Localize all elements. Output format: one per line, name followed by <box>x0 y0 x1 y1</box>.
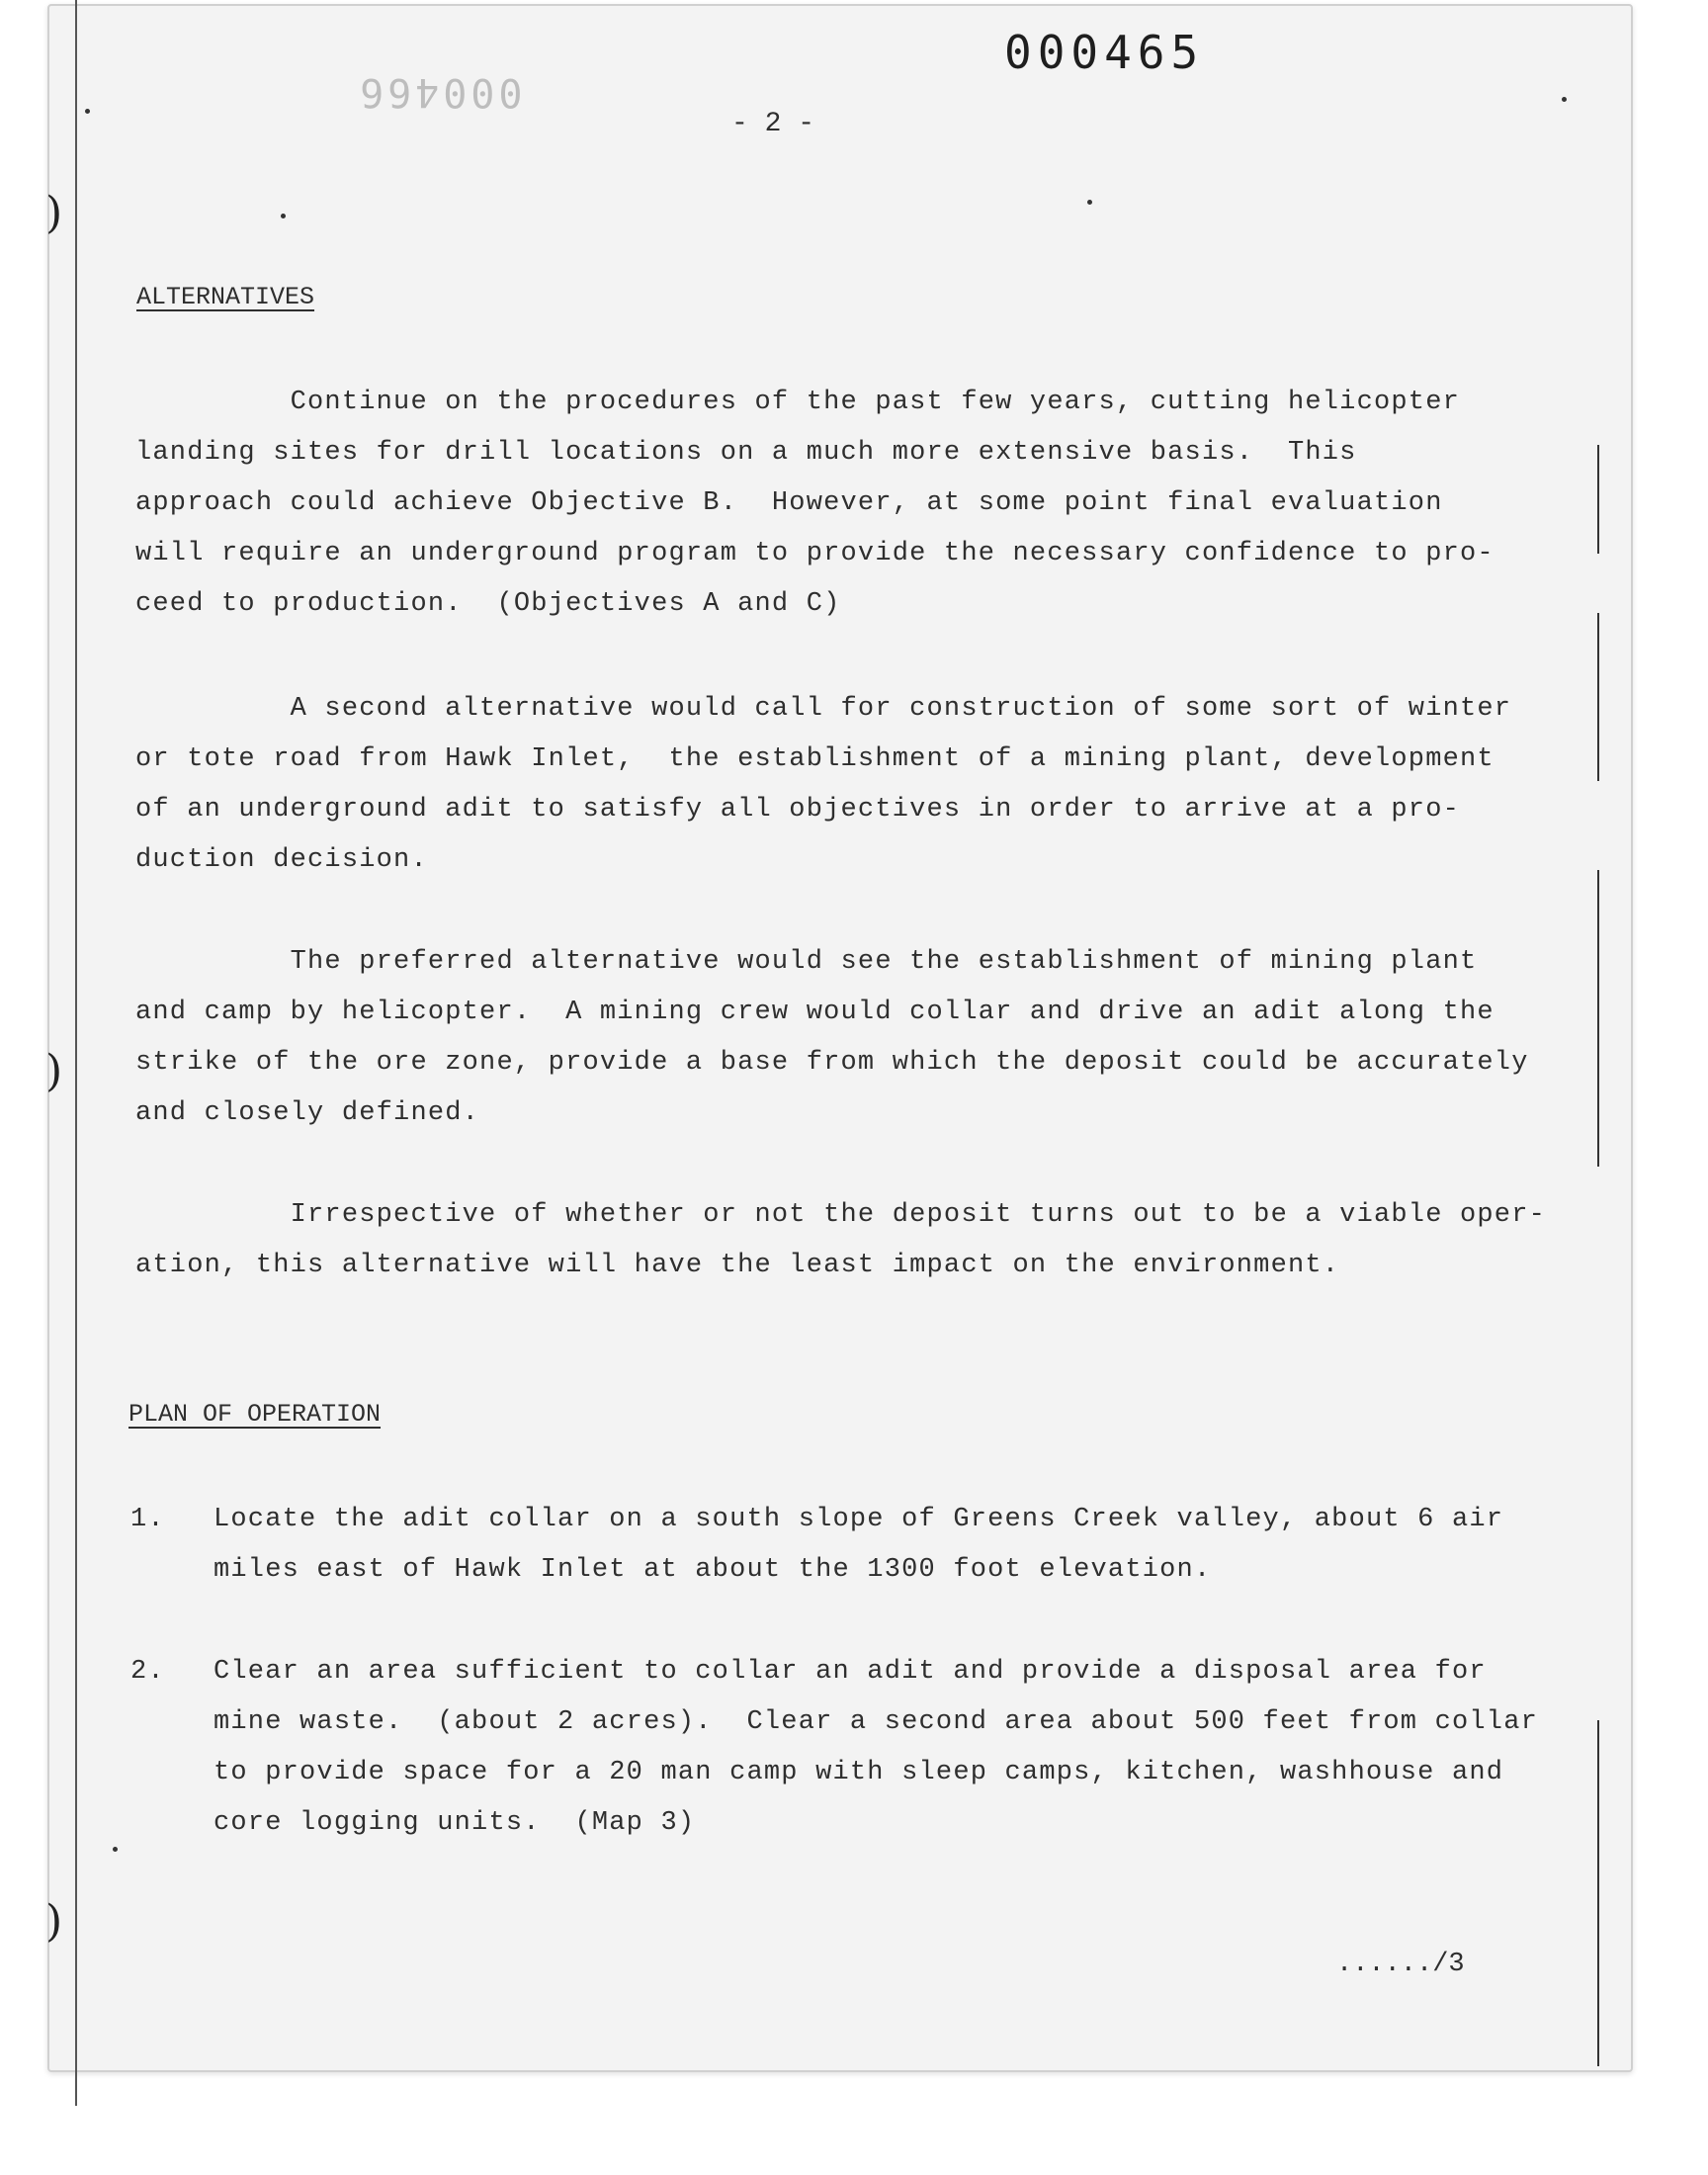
continuation-marker: ....../3 <box>1336 1950 1465 1979</box>
list-item-body <box>214 1495 1503 1596</box>
scan-speck <box>1562 97 1567 102</box>
scan-speck <box>1087 200 1092 205</box>
text-line: miles east of Hawk Inlet at about the 1300 foot elevation. <box>214 1555 1212 1585</box>
binding-hole-mark: ) <box>45 1896 63 1947</box>
page-number: - 2 - <box>731 109 815 139</box>
text-line: or tote road from Hawk Inlet, the establishment of a mining plant, development <box>135 744 1494 774</box>
text-line: The preferred alternative would see the establishment of mining plant <box>135 947 1478 977</box>
right-margin-rule <box>1597 870 1599 1167</box>
text-line: of an underground adit to satisfy all objectives in order to arrive at a pro- <box>135 795 1461 825</box>
scan-speck <box>85 109 90 114</box>
text-line: Clear an area sufficient to collar an adit and provide a disposal area for <box>214 1657 1487 1687</box>
alternatives-paragraph <box>135 937 1549 1139</box>
text-line: approach could achieve Objective B. However, at some point final evaluation <box>135 488 1443 518</box>
text-line: to provide space for a 20 man camp with sleep camps, kitchen, washhouse and <box>214 1758 1504 1787</box>
alternatives-heading: ALTERNATIVES <box>136 283 315 311</box>
text-line: mine waste. (about 2 acres). Clear a second area about 500 feet from collar <box>214 1707 1539 1737</box>
left-margin-rule <box>75 0 77 2106</box>
text-line: Irrespective of whether or not the deposit turns out to be a viable oper- <box>135 1200 1547 1230</box>
text-line: and closely defined. <box>135 1098 480 1128</box>
text-line: Locate the adit collar on a south slope of Greens Creek valley, about 6 air <box>214 1505 1504 1534</box>
scan-speck <box>113 1847 118 1852</box>
text-line: Continue on the procedures of the past few years, cutting helicopter <box>135 388 1461 417</box>
right-margin-rule <box>1597 445 1599 554</box>
text-line: A second alternative would call for construction of some sort of winter <box>135 694 1512 724</box>
list-item-number: 1. <box>130 1505 165 1534</box>
alternatives-paragraph <box>135 684 1549 886</box>
binding-hole-mark: ) <box>45 188 63 238</box>
plan-of-operation-heading: PLAN OF OPERATION <box>128 1400 382 1429</box>
alternatives-paragraph <box>135 378 1549 630</box>
document-control-number: 000465 <box>1004 26 1205 79</box>
scan-speck <box>281 214 286 218</box>
binding-hole-mark: ) <box>45 1046 63 1096</box>
text-line: strike of the ore zone, provide a base from which the deposit could be accurately <box>135 1048 1529 1078</box>
text-line: core logging units. (Map 3) <box>214 1808 696 1838</box>
text-line: will require an underground program to provide the necessary confidence to pro- <box>135 539 1494 568</box>
list-item-number: 2. <box>130 1657 165 1687</box>
text-line: ceed to production. (Objectives A and C) <box>135 589 841 619</box>
text-line: and camp by helicopter. A mining crew would collar and drive an adit along the <box>135 998 1494 1027</box>
right-margin-rule <box>1597 613 1599 781</box>
right-margin-rule <box>1597 1720 1599 2066</box>
text-line: landing sites for drill locations on a much more extensive basis. This <box>135 438 1357 468</box>
faint-stamp-bleedthrough: 000466 <box>356 69 523 115</box>
list-item-body <box>214 1647 1538 1849</box>
text-line: ation, this alternative will have the least impact on the environment. <box>135 1251 1340 1280</box>
alternatives-paragraph <box>135 1190 1549 1291</box>
text-line: duction decision. <box>135 845 428 875</box>
